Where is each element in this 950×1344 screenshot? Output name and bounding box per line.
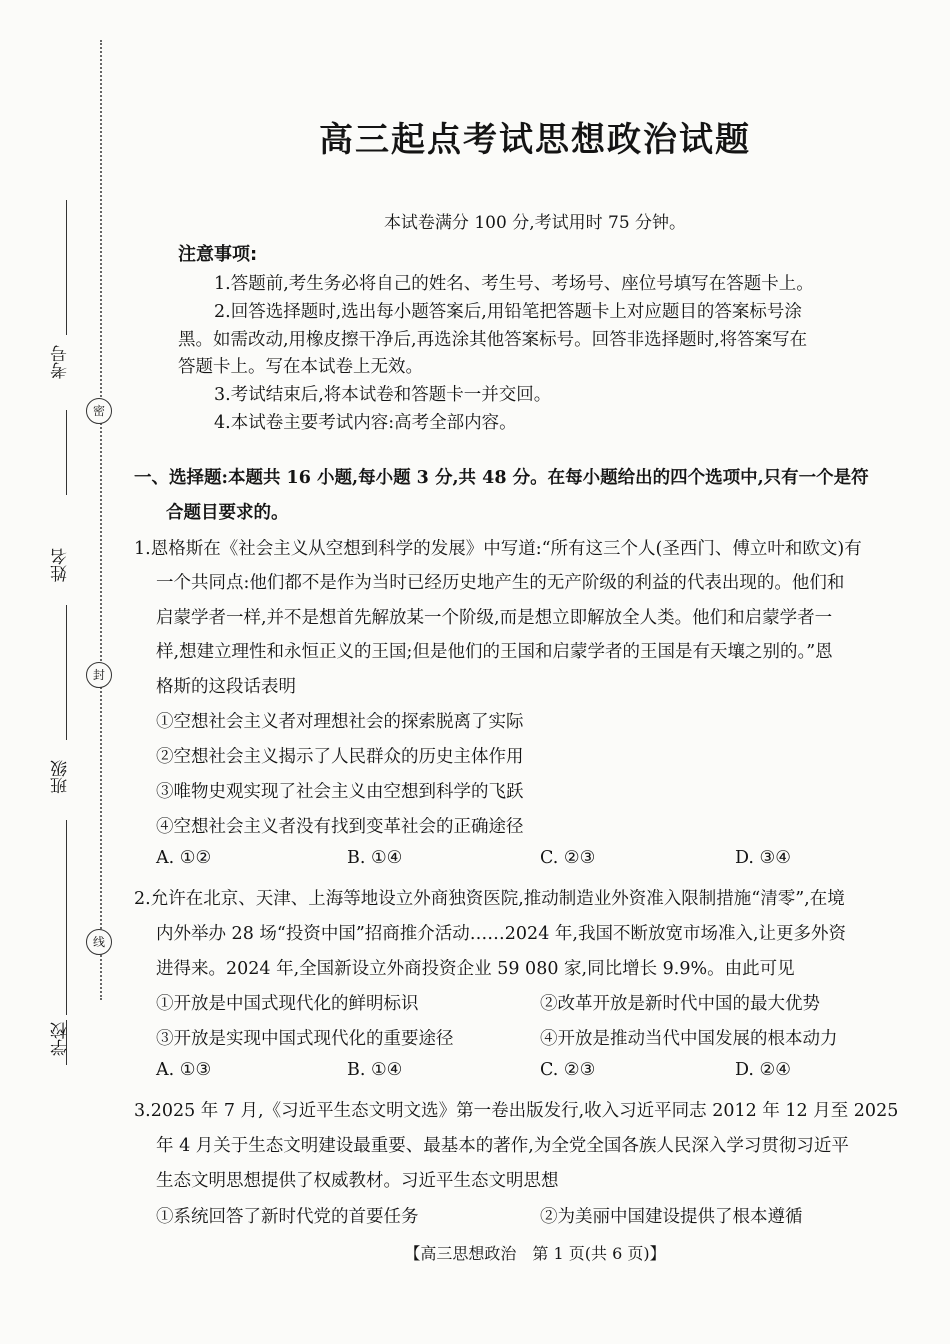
question-text: 3.2025 年 7 月,《习近平生态文明文选》第一卷出版发行,收入习近平同志 2012 年 12 月至 2025	[134, 1101, 899, 1121]
option-b: B. ①④	[347, 848, 403, 868]
section-heading: 一、选择题:本题共 16 小题,每小题 3 分,共 48 分。在每小题给出的四个选项中,只有一个是符	[134, 468, 869, 488]
exam-number-label: 考号	[51, 345, 71, 379]
notice-line: 2.回答选择题时,选出每小题答案后,用铅笔把答题卡上对应题目的答案标号涂	[214, 302, 802, 322]
notice-line: 3.考试结束后,将本试卷和答题卡一并交回。	[214, 385, 552, 405]
section-heading-cont: 合题目要求的。	[166, 503, 289, 523]
exam-info: 本试卷满分 100 分,考试用时 75 分钟。	[383, 213, 687, 233]
question-text: 启蒙学者一样,并不是想首先解放某一个阶级,而是想立即解放全人类。他们和启蒙学者一	[156, 608, 833, 628]
option-d: D. ②④	[735, 1060, 791, 1080]
statement: ④空想社会主义者没有找到变革社会的正确途径	[156, 817, 524, 837]
statement: ①空想社会主义者对理想社会的探索脱离了实际	[156, 712, 524, 732]
name-label: 姓名	[51, 548, 71, 582]
name-blank-top	[66, 410, 67, 495]
statement: ②为美丽中国建设提供了根本遵循	[540, 1207, 803, 1227]
question-text: 一个共同点:他们都不是作为当时已经历史地产生的无产阶级的利益的代表出现的。他们和	[156, 573, 845, 593]
name-blank	[66, 605, 67, 740]
statement: ②改革开放是新时代中国的最大优势	[540, 994, 820, 1014]
page-footer: 【高三思想政治 第 1 页(共 6 页)】	[404, 1244, 666, 1263]
question-text: 生态文明思想提供了权威教材。习近平生态文明思想	[156, 1171, 559, 1191]
notice-line: 1.答题前,考生务必将自己的姓名、考生号、考场号、座位号填写在答题卡上。	[214, 274, 814, 294]
page-title: 高三起点考试思想政治试题	[319, 120, 751, 160]
option-a: A. ①②	[156, 848, 212, 868]
statement: ③开放是实现中国式现代化的重要途径	[156, 1029, 454, 1049]
option-a: A. ①③	[156, 1060, 212, 1080]
option-b: B. ①④	[347, 1060, 403, 1080]
question-text: 样,想建立理性和永恒正义的王国;但是他们的王国和启蒙学者的王国是有天壤之别的。”恩	[156, 642, 833, 662]
notice-line: 黑。如需改动,用橡皮擦干净后,再选涂其他答案标号。回答非选择题时,将答案写在	[178, 330, 808, 350]
statement: ④开放是推动当代中国发展的根本动力	[540, 1029, 838, 1049]
notice-heading: 注意事项:	[178, 244, 258, 265]
question-text: 年 4 月关于生态文明建设最重要、最基本的著作,为全党全国各族人民深入学习贯彻习近平	[156, 1136, 849, 1156]
binding-line	[100, 40, 102, 1000]
statement: ①开放是中国式现代化的鲜明标识	[156, 994, 419, 1014]
class-label: 班级	[51, 760, 71, 794]
school-label: 学校	[51, 1022, 71, 1056]
seal-mark-mi: 密	[86, 398, 112, 424]
question-text: 进得来。2024 年,全国新设立外商投资企业 59 080 家,同比增长 9.9%。由此可见	[156, 959, 795, 979]
class-blank	[66, 820, 67, 1015]
notice-line: 答题卡上。写在本试卷上无效。	[178, 357, 423, 377]
question-text: 格斯的这段话表明	[156, 677, 296, 697]
question-text: 2.允许在北京、天津、上海等地设立外商独资医院,推动制造业外资准入限制措施“清零”,在境	[134, 889, 845, 909]
statement: ③唯物史观实现了社会主义由空想到科学的飞跃	[156, 782, 524, 802]
statement: ②空想社会主义揭示了人民群众的历史主体作用	[156, 747, 524, 767]
seal-mark-feng: 封	[86, 662, 112, 688]
question-text: 内外举办 28 场“投资中国”招商推介活动……2024 年,我国不断放宽市场准入,让更多外资	[156, 924, 847, 944]
option-c: C. ②③	[540, 848, 596, 868]
statement: ①系统回答了新时代党的首要任务	[156, 1207, 419, 1227]
option-d: D. ③④	[735, 848, 791, 868]
school-blank	[66, 1020, 67, 1065]
seal-mark-xian: 线	[86, 929, 112, 955]
notice-line: 4.本试卷主要考试内容:高考全部内容。	[214, 413, 517, 433]
option-c: C. ②③	[540, 1060, 596, 1080]
question-text: 1.恩格斯在《社会主义从空想到科学的发展》中写道:“所有这三个人(圣西门、傅立叶和欧文)有	[134, 539, 862, 559]
